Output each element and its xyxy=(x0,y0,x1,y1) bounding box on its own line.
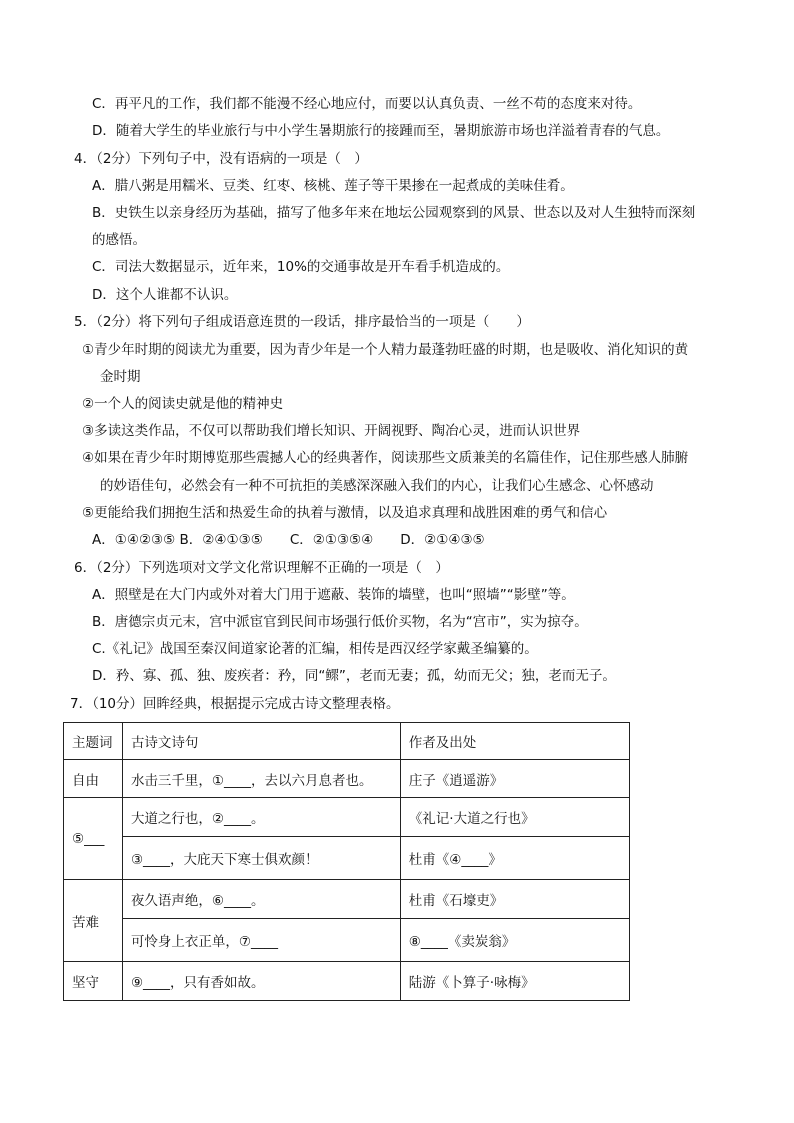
q6-heading: 6．（2分）下列选项对文学文化常识理解不正确的一项是（ ） xyxy=(74,560,449,576)
header-verse: 古诗文诗句 xyxy=(122,723,400,760)
theme-cell: 坚守 xyxy=(64,962,123,1001)
table-row xyxy=(64,919,630,962)
q7-heading: 7．（10分）回眸经典，根据提示完成古诗文整理表格。 xyxy=(70,696,400,712)
verse-cell: 可怜身上衣正单，⑦____ xyxy=(122,919,400,962)
q4-option-a: A．腊八粥是用糯米、豆类、红枣、核桃、莲子等干果掺在一起煮成的美味佳肴。 xyxy=(92,178,574,194)
q6-option-a: A．照壁是在大门内或外对着大门用于遮蔽、装饰的墙壁，也叫“照墙”“影壁”等。 xyxy=(92,587,575,603)
q4-heading: 4．（2分）下列句子中，没有语病的一项是（ ） xyxy=(74,151,368,167)
theme-cell: 苦难 xyxy=(64,880,123,962)
theme-cell: ⑤___ xyxy=(64,798,123,880)
q5-sentence-4-line1: ④如果在青少年时期博览那些震撼人心的经典著作，阅读那些文质兼美的名篇佳作，记住那些感人肺腑 xyxy=(82,450,689,466)
table-row xyxy=(64,837,630,880)
table-header-row xyxy=(64,723,630,760)
q3-option-d: D．随着大学生的毕业旅行与中小学生暑期旅行的接踵而至，暑期旅游市场也洋溢着青春的气息。 xyxy=(92,123,670,139)
q5-options: A．①④②③⑤ B．②④①③⑤ C．②①③⑤④ D．②①④③⑤ xyxy=(92,532,485,548)
verse-cell: 大道之行也，②____。 xyxy=(122,798,400,837)
q5-sentence-4-line2: 的妙语佳句，必然会有一种不可抗拒的美感深深融入我们的内心，让我们心生感念、心怀感动 xyxy=(100,478,654,494)
verse-cell: ③____，大庇天下寒士俱欢颜！ xyxy=(122,837,400,880)
table-row xyxy=(64,880,630,919)
table-row xyxy=(64,798,630,837)
table-row xyxy=(64,962,630,1001)
header-source: 作者及出处 xyxy=(400,723,629,760)
source-cell: ⑧____《卖炭翁》 xyxy=(400,919,629,962)
q5-sentence-2: ②一个人的阅读史就是他的精神史 xyxy=(82,396,284,412)
q5-sentence-3: ③多读这类作品，不仅可以帮助我们增长知识、开阔视野、陶冶心灵，进而认识世界 xyxy=(82,423,581,439)
q4-option-b-line2: 的感悟。 xyxy=(92,232,146,248)
q5-heading: 5．（2分）将下列句子组成语意连贯的一段话，排序最恰当的一项是（ ） xyxy=(74,314,530,330)
verse-cell: 水击三千里，①____，去以六月息者也。 xyxy=(122,760,400,798)
q6-option-b: B．唐德宗贞元末，宫中派宦官到民间市场强行低价买物，名为“宫市”，实为掠夺。 xyxy=(92,614,588,630)
source-cell: 杜甫《④____》 xyxy=(400,837,629,880)
q4-option-c: C．司法大数据显示，近年来，10%的交通事故是开车看手机造成的。 xyxy=(92,259,510,275)
q4-option-d: D．这个人谁都不认识。 xyxy=(92,287,238,303)
table-row xyxy=(64,760,630,798)
header-theme: 主题词 xyxy=(64,723,123,760)
q3-option-c: C．再平凡的工作，我们都不能漫不经心地应付，而要以认真负责、一丝不苟的态度来对待。 xyxy=(92,96,642,112)
q4-option-b-line1: B．史铁生以亲身经历为基础，描写了他多年来在地坛公园观察到的风景、世态以及对人生独特而深刻 xyxy=(92,205,696,221)
source-cell: 庄子《逍遥游》 xyxy=(400,760,629,798)
theme-cell: 自由 xyxy=(64,760,123,798)
q5-sentence-5: ⑤更能给我们拥抱生活和热爱生命的执着与激情，以及追求真理和战胜困难的勇气和信心 xyxy=(82,505,608,521)
poetry-table xyxy=(63,722,630,1001)
verse-cell: 夜久语声绝，⑥____。 xyxy=(122,880,400,919)
source-cell: 《礼记·大道之行也》 xyxy=(400,798,629,837)
source-cell: 陆游《卜算子·咏梅》 xyxy=(400,962,629,1001)
source-cell: 杜甫《石壕吏》 xyxy=(400,880,629,919)
q5-sentence-1-line1: ①青少年时期的阅读尤为重要，因为青少年是一个人精力最蓬勃旺盛的时期，也是吸收、消化知识的黄 xyxy=(82,342,689,358)
q5-sentence-1-line2: 金时期 xyxy=(100,369,141,385)
q6-option-d: D．矜、寡、孤、独、废疾者：矜，同“鳏”，老而无妻；孤，幼而无父；独，老而无子。 xyxy=(92,668,616,684)
verse-cell: ⑨____，只有香如故。 xyxy=(122,962,400,1001)
q6-option-c: C.《礼记》战国至秦汉间道家论著的汇编，相传是西汉经学家戴圣编纂的。 xyxy=(92,641,538,657)
